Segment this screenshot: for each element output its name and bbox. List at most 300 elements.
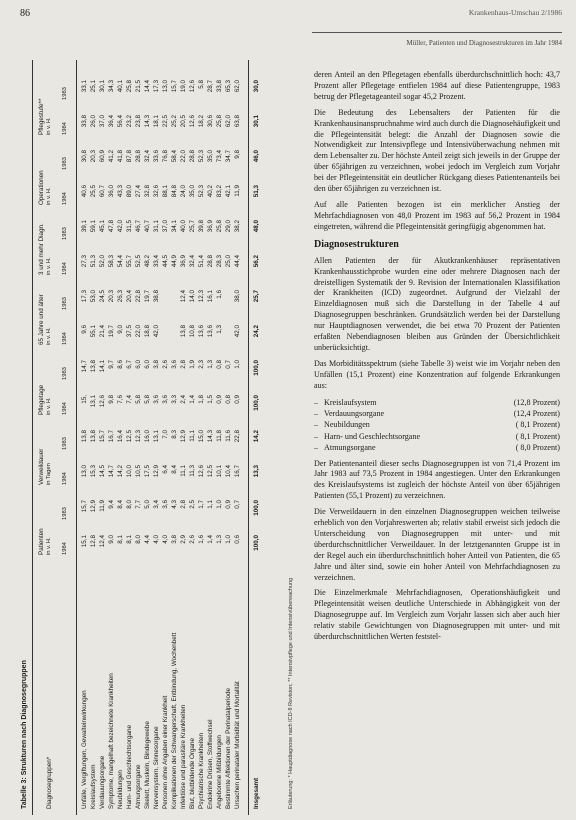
table-cell: 2,8 bbox=[180, 500, 187, 509]
table-cell: 8,1 bbox=[117, 535, 124, 544]
list-item-label: Verdauungsorgane bbox=[324, 408, 385, 418]
table-cell: 3,3 bbox=[171, 395, 178, 404]
table-cell: 3,8 bbox=[153, 360, 160, 369]
table-cell: 25,7 bbox=[189, 220, 196, 233]
table-cell: 73,4 bbox=[216, 150, 223, 163]
table-cell: 29,0 bbox=[225, 220, 232, 233]
table-cell: 31,5 bbox=[126, 220, 133, 233]
table-cell: 14,3 bbox=[144, 115, 151, 128]
table-cell: 10,8 bbox=[189, 325, 196, 338]
paragraph: Das Morbiditätsspektrum (siehe Tabelle 3) weist wie im Vorjahr neben den Unfällen (15,1 Prozent) eine Konzentration auf folgende Erkrankungen aus: bbox=[314, 358, 560, 390]
table-cell: 15,7 bbox=[99, 430, 106, 443]
table-group-header: Verweildauer bbox=[38, 448, 45, 485]
table-cell: 19,7 bbox=[108, 325, 115, 338]
table-cell: 24,5 bbox=[99, 290, 106, 303]
table-cell: 1,6 bbox=[198, 535, 205, 544]
table-cell: 13,3 bbox=[253, 465, 260, 478]
table-row bbox=[125, 60, 134, 815]
table-cell: 36,0 bbox=[108, 185, 115, 198]
table-cell: 31,1 bbox=[153, 220, 160, 233]
table-cell: 9,8 bbox=[234, 150, 241, 159]
table-cell: 12,5 bbox=[126, 430, 133, 443]
table-row-label: Harn- und Geschlechtsorgane bbox=[126, 724, 133, 809]
table-group-unit: in v. H. bbox=[46, 397, 52, 415]
table-cell: 6,7 bbox=[126, 360, 133, 369]
table-cell: 13,0 bbox=[162, 80, 169, 93]
table-group-header: Operationen bbox=[38, 170, 45, 205]
table-cell: 9,7 bbox=[108, 360, 115, 369]
table-row bbox=[80, 60, 89, 815]
table-cell: 28,7 bbox=[207, 80, 214, 93]
table-group-unit: in v. H. bbox=[46, 257, 52, 275]
table-cell: 28,8 bbox=[189, 150, 196, 163]
table-cell: 38,0 bbox=[234, 290, 241, 303]
table-cell: 9,6 bbox=[81, 325, 88, 334]
table-cell: 11,1 bbox=[189, 430, 196, 442]
table-cell: 20,5 bbox=[180, 115, 187, 128]
table-cell: 22,8 bbox=[135, 290, 142, 303]
table-row-label: Verdauungsorgane bbox=[99, 755, 106, 809]
table-total-row bbox=[252, 60, 261, 815]
table-cell: 25,8 bbox=[216, 115, 223, 128]
table-cell: 13,8 bbox=[81, 430, 88, 443]
table-cell: 6,0 bbox=[144, 360, 151, 369]
table-cell: 30,1 bbox=[253, 115, 260, 128]
table-cell: 17,3 bbox=[153, 80, 160, 93]
table-cell: 11,8 bbox=[216, 430, 223, 442]
table-cell: 1,3 bbox=[207, 360, 214, 369]
table-cell: 12,9 bbox=[153, 465, 160, 478]
table-cell: 2,6 bbox=[189, 535, 196, 544]
dash-bullet: – bbox=[314, 443, 319, 453]
table-cell: 32,4 bbox=[144, 150, 151, 163]
table-cell: 28,3 bbox=[216, 255, 223, 268]
table-cell: 11,9 bbox=[99, 500, 106, 512]
table-cell: 30,0 bbox=[253, 80, 260, 93]
list-item bbox=[314, 408, 560, 419]
table-cell: 5,8 bbox=[144, 395, 151, 404]
table-cell: 14,4 bbox=[144, 80, 151, 93]
table-cell: 15,0 bbox=[198, 430, 205, 443]
table-row bbox=[134, 60, 143, 815]
table-cell: 55,1 bbox=[90, 325, 97, 338]
table-cell: 14,5 bbox=[99, 465, 106, 478]
table-cell: 8,4 bbox=[117, 500, 124, 509]
table-cell: 6,0 bbox=[135, 360, 142, 369]
table-rule-header bbox=[76, 60, 77, 815]
page-number: 86 bbox=[20, 8, 30, 19]
list-item-percent: (12,4 Prozent) bbox=[513, 408, 560, 418]
table-cell: 2,4 bbox=[180, 395, 187, 404]
table-row-label: Nervensystem, Sinnesorgane bbox=[153, 726, 160, 809]
table-cell: 36,9 bbox=[207, 220, 214, 233]
table-cell: 100,0 bbox=[253, 360, 260, 376]
table-cell: 12,9 bbox=[180, 430, 187, 443]
table-row-label: Insgesamt bbox=[253, 777, 260, 809]
text-column bbox=[314, 70, 560, 648]
table-cell: 8,0 bbox=[135, 535, 142, 544]
table-cell: 5,8 bbox=[198, 80, 205, 89]
diagnosis-table bbox=[16, 60, 303, 815]
table-cell: 23,8 bbox=[135, 115, 142, 128]
table-cell: 20,4 bbox=[126, 290, 133, 303]
table-cell: 14,2 bbox=[253, 430, 260, 443]
table-row-label: Infektiöse und parasitäre Krankheiten bbox=[180, 704, 187, 809]
table-cell: 9,0 bbox=[117, 325, 124, 334]
table-cell: 55,7 bbox=[126, 255, 133, 268]
table-cell: 9,4 bbox=[108, 500, 115, 509]
table-cell: 13,8 bbox=[180, 325, 187, 338]
table-cell: 4,4 bbox=[144, 535, 151, 544]
table-cell: 1,5 bbox=[207, 395, 214, 404]
table-cell: 33,6 bbox=[153, 150, 160, 163]
table-cell: 40,6 bbox=[81, 185, 88, 198]
article-subtitle: Müller, Patienten und Diagnosestrukturen im Jahr 1984 bbox=[406, 39, 562, 47]
table-cell: 17,3 bbox=[81, 290, 88, 303]
table-cell: 16,1 bbox=[207, 290, 214, 303]
table-year-header: 1984 bbox=[62, 122, 68, 135]
table-group-unit: in v. H. bbox=[46, 537, 52, 555]
table-cell: 12,4 bbox=[99, 535, 106, 548]
table-cell: 1,7 bbox=[198, 500, 205, 509]
list-item-percent: ( 8,1 Prozent) bbox=[515, 431, 560, 441]
table-cell: 39,1 bbox=[81, 220, 88, 233]
table-cell: 14,0 bbox=[189, 290, 196, 303]
table-cell: 28,8 bbox=[135, 150, 142, 163]
table-group-header: 3 und mehr Diagn. bbox=[38, 223, 45, 275]
table-cell: 12,3 bbox=[198, 290, 205, 303]
table-cell: 83,2 bbox=[216, 185, 223, 198]
table-cell: 1,4 bbox=[189, 395, 196, 404]
table-year-header: 1984 bbox=[62, 262, 68, 275]
table-cell: 52,0 bbox=[99, 255, 106, 268]
table-cell: 25,8 bbox=[216, 220, 223, 233]
table-cell: 32,8 bbox=[144, 185, 151, 198]
table-cell: 4,3 bbox=[171, 500, 178, 509]
table-cell: 51,4 bbox=[198, 255, 205, 268]
table-cell: 87,8 bbox=[126, 150, 133, 163]
table-cell: 63,8 bbox=[234, 115, 241, 128]
table-cell: 14,7 bbox=[81, 360, 88, 373]
table-footnote: Erläuterung: * Hauptdiagnose nach ICD-9 Revision; ** Intensivpflege und Intensivüberwachung bbox=[288, 577, 294, 809]
table-cell: 16,7 bbox=[108, 430, 115, 443]
table-row-label: Personen ohne Angaben einer Krankheit bbox=[162, 695, 169, 809]
table-cell: 14,3 bbox=[207, 430, 214, 443]
table-row bbox=[215, 60, 224, 815]
table-cell: 45,1 bbox=[99, 220, 106, 233]
table-cell: 44,5 bbox=[162, 255, 169, 268]
table-cell: 4,0 bbox=[153, 535, 160, 544]
table-cell: 33,8 bbox=[81, 115, 88, 128]
table-year-header: 1983 bbox=[62, 227, 68, 240]
table-row-label: Psychiatrische Krankheiten bbox=[198, 733, 205, 809]
table-cell: 13,8 bbox=[90, 360, 97, 373]
table-cell: 19,0 bbox=[180, 80, 187, 93]
table-cell: 2,8 bbox=[180, 360, 187, 369]
table-cell: 25,1 bbox=[90, 80, 97, 93]
table-cell: 12,4 bbox=[180, 290, 187, 303]
list-item-label: Harn- und Geschlechtsorgane bbox=[324, 431, 421, 441]
list-item-percent: (12,8 Prozent) bbox=[513, 397, 560, 407]
table-cell: 14,1 bbox=[99, 360, 106, 373]
table-cell: 25,8 bbox=[126, 80, 133, 93]
table-cell: 15, bbox=[81, 395, 88, 404]
table-cell: 0,9 bbox=[216, 395, 223, 404]
table-cell: 48,0 bbox=[253, 220, 260, 233]
table-cell: 12,6 bbox=[189, 80, 196, 93]
table-cell: 1,3 bbox=[216, 535, 223, 544]
table-cell: 10,4 bbox=[225, 465, 232, 478]
section-heading: Diagnosestrukturen bbox=[314, 238, 399, 250]
table-cell: 15,1 bbox=[81, 535, 88, 548]
table-cell: 18,1 bbox=[153, 115, 160, 128]
paragraph: Auf alle Patienten bezogen ist ein merklicher Anstieg der Mehrfachdiagnosen von 48,0 Prozent im 1983 auf 56,2 Prozent in 1984 eingetreten, während die Pflegeintensität geringfügig abgenommen hat. bbox=[314, 199, 560, 231]
table-row-label: Skelett, Muskeln, Bindegewebe bbox=[144, 721, 151, 809]
table-cell: 16,7 bbox=[234, 465, 241, 478]
table-cell: 0,6 bbox=[234, 535, 241, 544]
table-cell: 18,2 bbox=[198, 115, 205, 128]
table-cell: 21,5 bbox=[135, 80, 142, 93]
table-cell: 34,3 bbox=[108, 80, 115, 93]
table-cell: 52,3 bbox=[198, 150, 205, 163]
table-cell: 34,1 bbox=[171, 220, 178, 233]
table-year-header: 1984 bbox=[62, 472, 68, 485]
table-cell: 100,0 bbox=[253, 395, 260, 411]
table-row bbox=[98, 60, 107, 815]
table-cell: 15,7 bbox=[171, 80, 178, 93]
table-cell: 8,0 bbox=[126, 500, 133, 509]
table-cell: 37,0 bbox=[99, 115, 106, 128]
table-row-label: Atmungsorgane bbox=[135, 764, 142, 809]
table-group-unit: in v. H. bbox=[46, 187, 52, 205]
table-cell: 26,0 bbox=[90, 115, 97, 128]
table-cell: 76,8 bbox=[162, 150, 169, 163]
table-cell: 2,5 bbox=[189, 500, 196, 509]
table-cell: 3,4 bbox=[153, 500, 160, 509]
table-year-header: 1984 bbox=[62, 192, 68, 205]
list-item bbox=[314, 397, 560, 408]
table-cell: 12,6 bbox=[198, 465, 205, 478]
table-cell: 3,6 bbox=[171, 360, 178, 369]
dash-bullet: – bbox=[314, 420, 319, 430]
table-cell: 53,0 bbox=[90, 290, 97, 303]
table-cell: 44,4 bbox=[234, 255, 241, 268]
dash-bullet: – bbox=[314, 397, 319, 407]
table-cell: 10,1 bbox=[216, 465, 223, 478]
paragraph: Die Verweildauern in den einzelnen Diagnosegruppen weichen teilweise erheblich von den Vorjahreswerten ab; relativ stabil erweist sich jedoch die Unterscheidung von Diagnosegruppen mit unter- und mit überdurchschnittlicher Verweildauer. In der letztgenannten Gruppe ist in der Regel auch ein überdurchschnittlich hoher Anteil von Patienten, die 65 Jahre und älter sind, sowie ein hoher Anteil von Mehrfachdiagnosen zu verzeichnen. bbox=[314, 507, 560, 582]
table-cell: 25,7 bbox=[253, 290, 260, 303]
table-row-label: Neubildungen bbox=[117, 770, 124, 809]
list-item-label: Neubildungen bbox=[324, 420, 370, 430]
table-cell: 34,7 bbox=[225, 150, 232, 163]
table-group-header: Patienten bbox=[38, 528, 45, 555]
table-cell: 62,0 bbox=[234, 80, 241, 93]
table-cell: 8,1 bbox=[126, 535, 133, 544]
table-cell: 0,7 bbox=[225, 360, 232, 369]
table-cell: 22,0 bbox=[135, 325, 142, 338]
list-item-label: Atmungsorgane bbox=[324, 443, 376, 453]
table-cell: 51,3 bbox=[90, 255, 97, 268]
table-cell: 13,1 bbox=[90, 395, 97, 408]
table-cell: 58,4 bbox=[171, 150, 178, 163]
table-cell: 21,4 bbox=[99, 325, 106, 338]
table-cell: 41,8 bbox=[117, 150, 124, 163]
table-body bbox=[80, 60, 261, 815]
table-cell: 30,6 bbox=[207, 115, 214, 128]
table-cell: 17,5 bbox=[144, 465, 151, 478]
table-cell: 2,6 bbox=[162, 360, 169, 369]
table-cell: 52,3 bbox=[198, 185, 205, 198]
diagnosis-list bbox=[314, 397, 560, 454]
table-group-header: 65 Jahre und älter bbox=[38, 294, 45, 345]
table-cell: 28,8 bbox=[207, 255, 214, 268]
table-cell: 32,6 bbox=[153, 185, 160, 198]
table-cell: 60,9 bbox=[99, 150, 106, 163]
list-item bbox=[314, 419, 560, 430]
table-cell: 52,5 bbox=[135, 255, 142, 268]
table-row bbox=[206, 60, 215, 815]
table-year-header: 1983 bbox=[62, 297, 68, 310]
table-cell: 10,0 bbox=[126, 465, 133, 478]
paragraph: Die Einzelmerkmale Mehrfachdiagnosen, Operationshäufigkeit und Pflegeintensität weisen deutliche Unterschiede in Abhängigkeit von der Diagnosegruppe auf. Im Vergleich zum Vorjahr lassen sich aber auch hier relativ stabile Gewichtungen von Diagnosegruppen mit unter- und mit überdurchschnittlichen Werten feststel- bbox=[314, 588, 560, 642]
table-row bbox=[152, 60, 161, 815]
table-year-header: 1983 bbox=[62, 367, 68, 380]
table-year-header: 1984 bbox=[62, 542, 68, 555]
table-cell: 1,4 bbox=[207, 535, 214, 544]
page-header bbox=[20, 6, 562, 56]
table-cell: 7,0 bbox=[162, 430, 169, 439]
table-cell: 19,7 bbox=[144, 290, 151, 303]
table-cell: 12,6 bbox=[99, 395, 106, 408]
list-item-percent: ( 8,0 Prozent) bbox=[515, 443, 560, 453]
table-cell: 6,4 bbox=[162, 465, 169, 474]
table-cell: 36,9 bbox=[180, 255, 187, 268]
table-cell: 100,0 bbox=[253, 500, 260, 516]
table-cell: 0,7 bbox=[234, 500, 241, 509]
table-group-unit: in v. H. bbox=[46, 327, 52, 345]
table-cell: 7,4 bbox=[126, 395, 133, 404]
table-cell: 65,3 bbox=[225, 80, 232, 93]
table-cell: 12,9 bbox=[90, 500, 97, 513]
table-cell: 22,0 bbox=[180, 150, 187, 163]
table-cell: 56,2 bbox=[253, 255, 260, 268]
table-cell: 1,0 bbox=[225, 535, 232, 544]
dash-bullet: – bbox=[314, 431, 319, 441]
table-cell: 9,8 bbox=[108, 395, 115, 404]
table-cell: 7,7 bbox=[135, 500, 142, 509]
table-cell: 7,6 bbox=[117, 395, 124, 404]
table-cell: 22,8 bbox=[234, 430, 241, 443]
table-cell: 48,2 bbox=[144, 255, 151, 268]
list-item-label: Kreislaufsystem bbox=[324, 397, 377, 407]
table-cell: 24,2 bbox=[253, 325, 260, 338]
list-item bbox=[314, 442, 560, 453]
table-row bbox=[161, 60, 170, 815]
table-group-header: Pflegestufe** bbox=[38, 98, 45, 135]
table-cell: 3,6 bbox=[162, 500, 169, 509]
table-cell: 13,1 bbox=[153, 430, 160, 443]
table-cell: 60,7 bbox=[99, 185, 106, 198]
table-row-label: Bestimmte Affektionen der Perinatalperiode bbox=[225, 688, 232, 809]
table-cell: 100,0 bbox=[253, 535, 260, 551]
table-row bbox=[197, 60, 206, 815]
table-cell: 23,2 bbox=[126, 115, 133, 128]
table-cell: 2,9 bbox=[180, 535, 187, 544]
table-row-label: Angeborene Mißbildungen bbox=[216, 735, 223, 809]
table-cell: 33,1 bbox=[81, 80, 88, 93]
table-cell: 4,0 bbox=[162, 535, 169, 544]
table-cell: 20,3 bbox=[108, 290, 115, 303]
table-cell: 51,3 bbox=[253, 185, 260, 198]
table-cell: 58,3 bbox=[108, 255, 115, 268]
table-cell: 40,2 bbox=[207, 185, 214, 198]
table-year-header: 1983 bbox=[62, 507, 68, 520]
table-cell: 42,1 bbox=[225, 185, 232, 198]
table-row-label: Symptome, mangelhaft bezeichnete Krankheiten bbox=[108, 673, 115, 809]
table-cell: 2,3 bbox=[198, 360, 205, 369]
table-cell: 1,0 bbox=[216, 500, 223, 509]
rotated-table-container bbox=[16, 60, 303, 815]
table-title: Tabelle 3: Strukturen nach Diagnosegruppen bbox=[21, 660, 28, 809]
dash-bullet: – bbox=[314, 408, 319, 418]
table-row-label: Kreislaufsystem bbox=[90, 764, 97, 809]
table-cell: 26,3 bbox=[117, 290, 124, 303]
table-cell: 0,9 bbox=[225, 500, 232, 509]
paragraph: deren Anteil an den Pflegetagen ebenfalls überdurchschnittlich hoch: 43,7 Prozent aller Pflegetage entfielen 1984 auf diese Patientengruppe, 1983 betrug der Pflegetageanteil sogar 45,2 Prozent. bbox=[314, 70, 560, 101]
table-cell: 11,3 bbox=[189, 465, 196, 477]
table-cell: 8,6 bbox=[117, 360, 124, 369]
table-row bbox=[170, 60, 179, 815]
table-cell: 30,1 bbox=[99, 80, 106, 93]
table-cell: 0,8 bbox=[225, 395, 232, 404]
table-cell: 1,0 bbox=[234, 360, 241, 369]
table-cell: 37,0 bbox=[162, 220, 169, 233]
table-cell: 40,0 bbox=[180, 220, 187, 233]
table-row bbox=[224, 60, 233, 815]
table-cell: 8,4 bbox=[171, 465, 178, 474]
table-cell: 62,0 bbox=[225, 115, 232, 128]
table-cell: 0,9 bbox=[234, 395, 241, 404]
table-cell: 54,4 bbox=[117, 255, 124, 268]
table-cell: 56,4 bbox=[117, 115, 124, 128]
table-cell: 9,0 bbox=[108, 535, 115, 544]
table-cell: 44,9 bbox=[171, 255, 178, 268]
table-cell: 1,8 bbox=[198, 395, 205, 404]
table-cell: 14,7 bbox=[108, 465, 115, 478]
table-cell: 0,8 bbox=[216, 360, 223, 369]
table-cell: 15,7 bbox=[81, 500, 88, 513]
table-cell: 59,1 bbox=[90, 220, 97, 233]
table-cell: 12,3 bbox=[135, 430, 142, 443]
table-cell: 41,2 bbox=[108, 150, 115, 163]
table-cell: 22,5 bbox=[162, 115, 169, 128]
table-cell: 24,0 bbox=[180, 185, 187, 198]
table-row bbox=[233, 60, 242, 815]
table-cell: 42,0 bbox=[117, 220, 124, 233]
table-row-label: Ursachen perinataler Morbidität und Mortalität bbox=[234, 681, 241, 809]
table-year-header: 1983 bbox=[62, 437, 68, 450]
table-group-unit: in Tagen bbox=[46, 463, 52, 485]
table-cell: 47,8 bbox=[108, 220, 115, 233]
table-cell: 89,0 bbox=[126, 185, 133, 198]
table-cell: 3,8 bbox=[171, 535, 178, 544]
paragraph: Die Bedeutung des Lebensalters der Patienten für die Krankenhausinanspruchnahme wird auch durch die Diagnosehäufigkeit und die Pflegeintensität belegt: die Anzahl der Diagnosen sowie die Notwendigkeit zur Intensivpflege und Intensivüberwachung nehmen mit dem Lebensalter zu. Der höchste Anteil zeigt sich jeweils in der Gruppe der über 65jährigen zu verzeichnen, wobei jedoch im Vergleich zum Vorjahr bei der Pflegeintensität ein deutlicher Rückgang dieses Patientenanteils bei den über 65jährigen zu verzeichnen ist. bbox=[314, 107, 560, 194]
table-row-label: Endokrine Drüsen, Stoffwechsel bbox=[207, 719, 214, 809]
table-cell: 8,3 bbox=[171, 430, 178, 439]
table-cell: 14,2 bbox=[117, 465, 124, 478]
header-rule bbox=[312, 32, 562, 33]
table-cell: 13,6 bbox=[198, 325, 205, 338]
